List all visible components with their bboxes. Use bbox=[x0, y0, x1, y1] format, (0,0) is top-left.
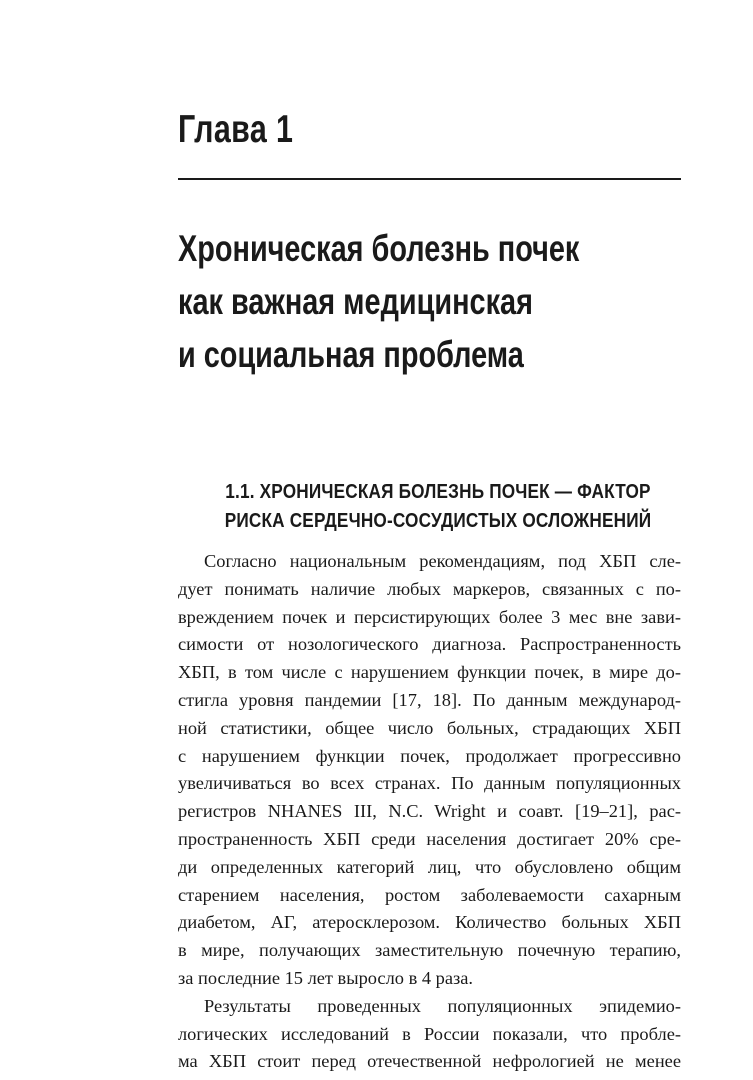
section-heading-line: РИСКА СЕРДЕЧНО-СОСУДИСТЫХ ОСЛОЖНЕНИЙ bbox=[224, 510, 652, 532]
paragraph-line: за последние 15 лет выросло в 4 раза. bbox=[178, 967, 474, 988]
paragraph-line: Согласно национальным рекомендациям, под ХБП сле- bbox=[204, 551, 681, 571]
chapter-title-line: и социальная проблема bbox=[178, 334, 524, 375]
paragraph-line: логических исследований в России показали, что пробле- bbox=[178, 1023, 681, 1044]
paragraph-line: регистров NHANES III, N.C. Wright и соавт. [19–21], рас- bbox=[178, 801, 681, 822]
chapter-label: Глава 1 bbox=[178, 108, 294, 151]
paragraph-line: стигла уровня пандемии [17, 18]. По данным международ- bbox=[178, 689, 681, 710]
body-text bbox=[178, 548, 681, 1076]
paragraph-line: симости от нозологического диагноза. Распространенность bbox=[178, 634, 681, 655]
section-heading bbox=[160, 478, 716, 536]
paragraph-line: ма ХБП стоит перед отечественной нефрологией не менее bbox=[178, 1051, 681, 1072]
chapter-title-line: как важная медицинская bbox=[178, 281, 533, 322]
paragraph-line: пространенность ХБП среди населения достигает 20% сре- bbox=[178, 828, 681, 849]
paragraph-line: ной статистики, общее число больных, страдающих ХБП bbox=[178, 717, 681, 738]
section-heading-line: 1.1. ХРОНИЧЕСКАЯ БОЛЕЗНЬ ПОЧЕК — ФАКТОР bbox=[225, 481, 651, 503]
paragraph-line: диабетом, АГ, атеросклерозом. Количество больных ХБП bbox=[178, 912, 681, 933]
paragraph-line: Результаты проведенных популяционных эпидемио- bbox=[204, 995, 681, 1016]
chapter-divider bbox=[178, 178, 681, 180]
paragraph-line: старением населения, ростом заболеваемости сахарным bbox=[178, 884, 681, 905]
paragraph-line: ди определенных категорий лиц, что обусловлено общим bbox=[178, 856, 681, 877]
chapter-title-line: Хроническая болезнь почек bbox=[178, 228, 580, 269]
paragraph-line: в мире, получающих заместительную почечную терапию, bbox=[178, 940, 681, 961]
paragraph-line: увеличиваться во всех странах. По данным популяционных bbox=[178, 773, 681, 794]
chapter-title bbox=[178, 222, 579, 381]
paragraph-line: дует понимать наличие любых маркеров, связанных с по- bbox=[178, 578, 681, 599]
paragraph-line: ХБП, в том числе с нарушением функции почек, в мире до- bbox=[178, 662, 681, 683]
paragraph-line: с нарушением функции почек, продолжает прогрессивно bbox=[178, 745, 681, 766]
paragraph-line: вреждением почек и персистирующих более 3 мес вне зави- bbox=[178, 606, 681, 627]
